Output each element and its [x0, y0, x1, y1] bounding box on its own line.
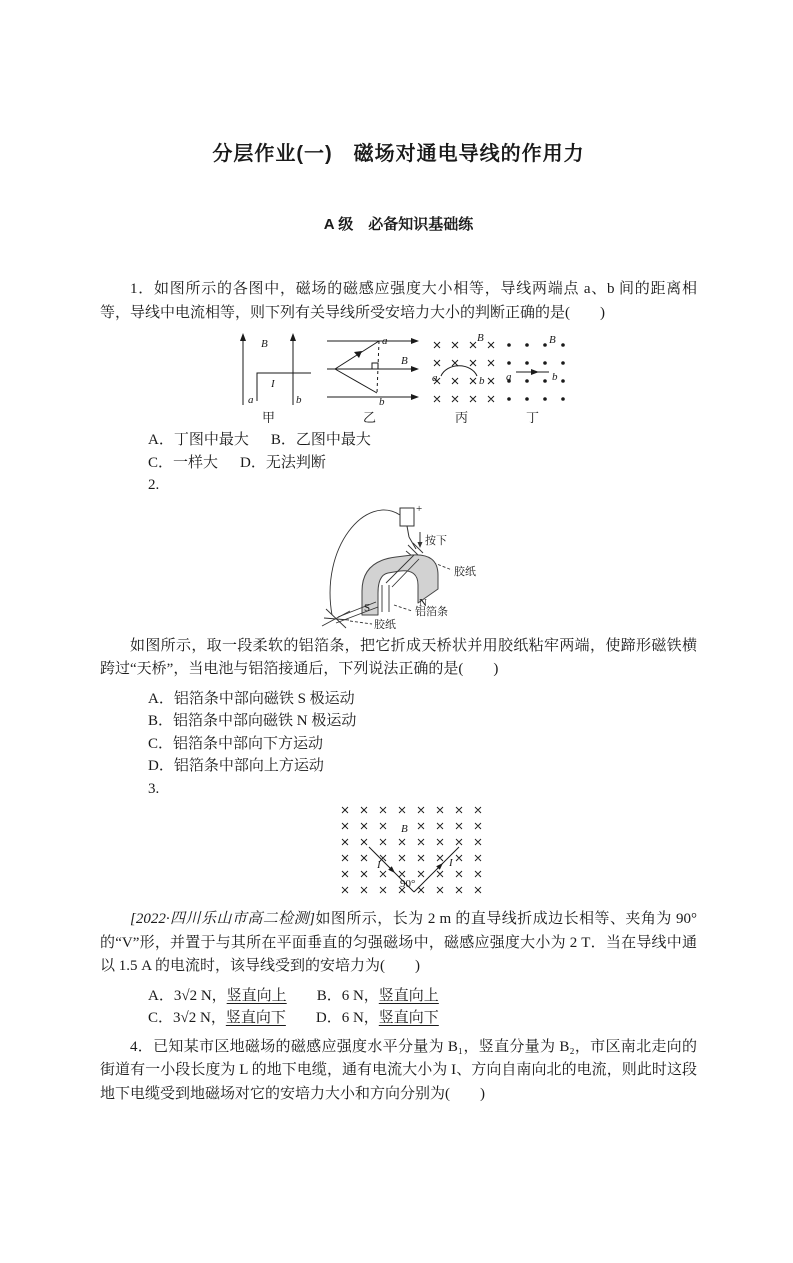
q2-option-b: B．铝箔条中部向磁铁 N 极运动: [148, 713, 357, 729]
section-heading: A 级 必备知识基础练: [323, 216, 474, 233]
question-3-options: [100, 985, 697, 1030]
fig1-yi-b-label: b: [378, 396, 384, 408]
figure-1: [100, 331, 697, 423]
fig1-panel-bing: [431, 342, 494, 402]
fig3-current-left-label: I: [376, 859, 381, 871]
question-1-text: [100, 278, 697, 325]
fig1-bing-a-label: a: [431, 372, 437, 384]
q3-option-c: C．3√2 N，竖直向下: [148, 1010, 286, 1026]
q1-option-b: B．乙图中最大: [270, 432, 371, 448]
fig1-jia-current-label: I: [270, 378, 275, 390]
question-2-text: [100, 635, 697, 682]
figure-2: [100, 499, 697, 629]
q2-option-d: D．铝箔条中部向上方运动: [148, 758, 324, 774]
figure-2-svg: [316, 499, 506, 629]
question-4-stem: 4．已知某市区地磁场的磁感应强度水平分量为 B₁，竖直分量为 B₂，市区南北走向的街道有一小段长度为 L 的地下电缆，通有电流大小为 I、方向自南向北的电流，则此时这段地下电缆受到地磁场对它的安培力大小和方向分别为( ): [100, 1038, 697, 1102]
q3-option-d: D．6 N，竖直向下: [315, 1010, 439, 1026]
fig1-jia-caption: 甲: [261, 410, 275, 423]
page-content: [0, 141, 793, 1106]
question-3-text: [100, 908, 697, 979]
question-2-stem: 如图所示，取一段柔软的铝箔条，把它折成天桥状并用胶纸粘牢两端，使蹄形磁铁横跨过“天桥”，当电池与铝箔接通后，下列说法正确的是( ): [100, 637, 697, 677]
question-4-text: [100, 1036, 697, 1107]
fig2-s-pole-label: S: [363, 601, 370, 614]
fig2-tape-bottom-label: 胶纸: [373, 618, 396, 629]
figure-3: [100, 802, 697, 902]
fig1-ding-b-label: b: [551, 371, 557, 383]
question-3-number: 3.: [148, 780, 160, 797]
fig2-tape-top-label: 胶纸: [453, 565, 476, 578]
q3-options-row-1: [100, 985, 697, 1008]
q1-option-a: A．丁图中最大: [148, 432, 249, 448]
fig1-panel-yi: [327, 338, 419, 400]
fig1-bing-caption: 丙: [454, 410, 468, 423]
question-3-source: [2022·四川乐山市高二检测]: [130, 911, 315, 927]
q3-option-b: B．6 N，竖直向上: [316, 987, 439, 1004]
fig1-yi-caption: 乙: [362, 410, 376, 423]
fig2-foil-label: 铝箔条: [414, 605, 448, 618]
question-3-stem: 如图所示，长为 2 m 的直导线折成边长相等、夹角为 90°的“V”形，并置于与其所在平面垂直的匀强磁场中，磁感应强度大小为 2 T．当在导线中通以 1.5 A 的电流时，该导线受到的安培力为( ): [100, 911, 697, 974]
question-1-options: [100, 429, 697, 474]
fig2-foil-pointer: [394, 605, 412, 611]
q3-options-row-2: [100, 1007, 697, 1030]
page-title: 分层作业(一) 磁场对通电导线的作用力: [212, 143, 585, 165]
fig1-jia-b-label: b: [295, 394, 301, 406]
fig3-field-label: B: [400, 823, 408, 835]
fig1-yi-a-label: a: [381, 335, 387, 347]
figure-1-svg: [229, 331, 569, 423]
fig1-ding-caption: 丁: [525, 410, 539, 423]
q1-options-row-1: [100, 429, 697, 452]
fig1-jia-a-label: a: [247, 394, 253, 406]
fig3-angle-label: 90°: [399, 878, 415, 890]
q1-option-d: D．无法判断: [240, 454, 326, 471]
fig3-current-right-label: I: [448, 857, 453, 869]
fig2-press-arrow-icon: [417, 532, 422, 548]
figure-3-svg: [339, 802, 489, 902]
fig1-yi-field-label: B: [400, 355, 408, 367]
fig1-bing-field-label: B: [476, 332, 484, 344]
fig1-ding-a-label: a: [505, 371, 511, 383]
fig2-battery: [400, 508, 416, 549]
fig1-jia-field-label: B: [260, 338, 268, 350]
q1-options-row-2: [100, 452, 697, 475]
q1-option-c: C．一样大: [148, 454, 219, 471]
q2-option-c: C．铝箔条中部向下方运动: [148, 735, 324, 752]
fig1-bing-b-label: b: [478, 375, 484, 387]
question-2-number: 2.: [148, 477, 160, 493]
q2-option-a: A．铝箔条中部向磁铁 S 极运动: [148, 690, 355, 707]
worksheet-page: [0, 141, 793, 1263]
fig2-press-label: 按下: [424, 534, 447, 547]
fig1-ding-field-label: B: [548, 334, 556, 346]
q3-option-a: A．3√2 N，竖直向上: [148, 987, 287, 1004]
fig2-n-pole-label: N: [418, 596, 427, 609]
question-2-options: [100, 688, 697, 778]
fig2-plus-label: +: [415, 502, 422, 515]
question-1-stem: 1．如图所示的各图中，磁场的磁感应强度大小相等，导线两端点 a、b 间的距离相等，导线中电流相等，则下列有关导线所受安培力大小的判断正确的是( ): [100, 281, 697, 321]
